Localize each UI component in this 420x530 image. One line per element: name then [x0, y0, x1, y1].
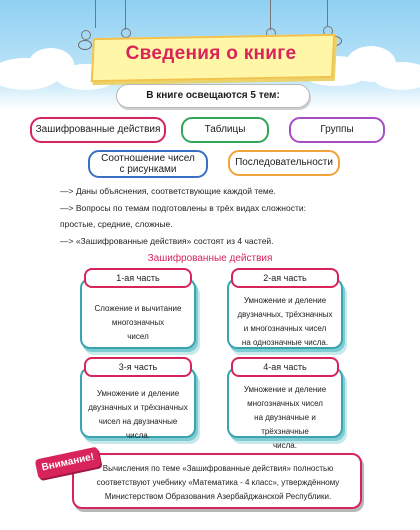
attention-line: Вычисления по теме «Зашифрованные действия» полностью: [102, 464, 334, 473]
attention-text: [84, 462, 352, 504]
title-banner: [92, 36, 330, 76]
attention-line: Министерством Образования Азербайджанской Республики.: [104, 492, 332, 501]
card-line: двузначных, трёхзначных: [237, 310, 333, 319]
bow-icon: [78, 40, 92, 50]
card-text: [88, 387, 188, 443]
part-tab-1: 1-ая часть: [84, 268, 192, 288]
note-line: —> «Зашифрованные действия» состоят из 4 частей.: [60, 236, 274, 246]
part-card-4: [227, 367, 343, 450]
note-line: —> Даны объяснения, соответствующие каждой теме.: [60, 186, 276, 196]
part-tab-3: 3-я часть: [84, 357, 192, 377]
topic-label: Группы: [320, 124, 354, 135]
topic-label: Соотношение чисел: [101, 153, 195, 164]
hanging-string: [95, 0, 96, 28]
topics-intro: В книге освещаются 5 тем:: [116, 84, 310, 108]
attention-note: [72, 453, 362, 509]
topic-groups: [289, 117, 385, 143]
part-tab-4: 4-ая часть: [231, 357, 339, 377]
card-text: [88, 302, 188, 344]
page-title: Сведения о книге: [125, 43, 297, 64]
hanging-string: [270, 0, 271, 30]
card-line: и многозначных чисел: [243, 324, 327, 333]
card-line: на двузначные и трёхзначные: [254, 413, 316, 436]
card-line: чисел на двузначные числа.: [98, 417, 178, 440]
note-line: простые, средние, сложные.: [60, 219, 173, 229]
part-card-1: [80, 278, 196, 349]
card-line: Сложение и вычитание: [94, 304, 182, 313]
card-line: Умножение и деление: [243, 296, 327, 305]
topic-sequences: [228, 150, 340, 176]
card-line: многозначных: [111, 318, 165, 327]
note-line: —> Вопросы по темам подготовлены в трёх видах сложности:: [60, 203, 306, 213]
part-card-2: [227, 278, 343, 349]
card-line: Умножение и деление: [96, 389, 180, 398]
topic-label: Зашифрованные действия: [35, 124, 161, 135]
part-tab-2: 2-ая часть: [231, 268, 339, 288]
attention-badge: Внимание!: [35, 447, 102, 480]
topic-label: Таблицы: [204, 124, 246, 135]
topic-encrypted-actions: [30, 117, 166, 143]
card-line: двузначных и трёхзначных: [88, 403, 188, 412]
card-text: [235, 294, 335, 350]
card-line: многозначных чисел: [247, 399, 323, 408]
card-line: числа.: [273, 441, 297, 450]
topic-tables: [181, 117, 269, 143]
hanging-string: [125, 0, 126, 30]
topic-number-relations: [88, 150, 208, 178]
section-title: Зашифрованные действия: [147, 253, 273, 264]
card-line: чисел: [127, 332, 149, 341]
card-text: [235, 383, 335, 453]
card-line: на однозначные числа.: [241, 338, 329, 347]
hanging-string: [327, 0, 328, 26]
hook-icon: [81, 30, 91, 40]
card-line: Умножение и деление: [243, 385, 327, 394]
topic-label: Последовательности: [235, 157, 333, 168]
attention-line: соответствуют учебнику «Математика - 4 класс», утверждённому: [96, 478, 340, 487]
topic-label: с рисунками: [119, 164, 177, 175]
part-card-3: [80, 367, 196, 438]
